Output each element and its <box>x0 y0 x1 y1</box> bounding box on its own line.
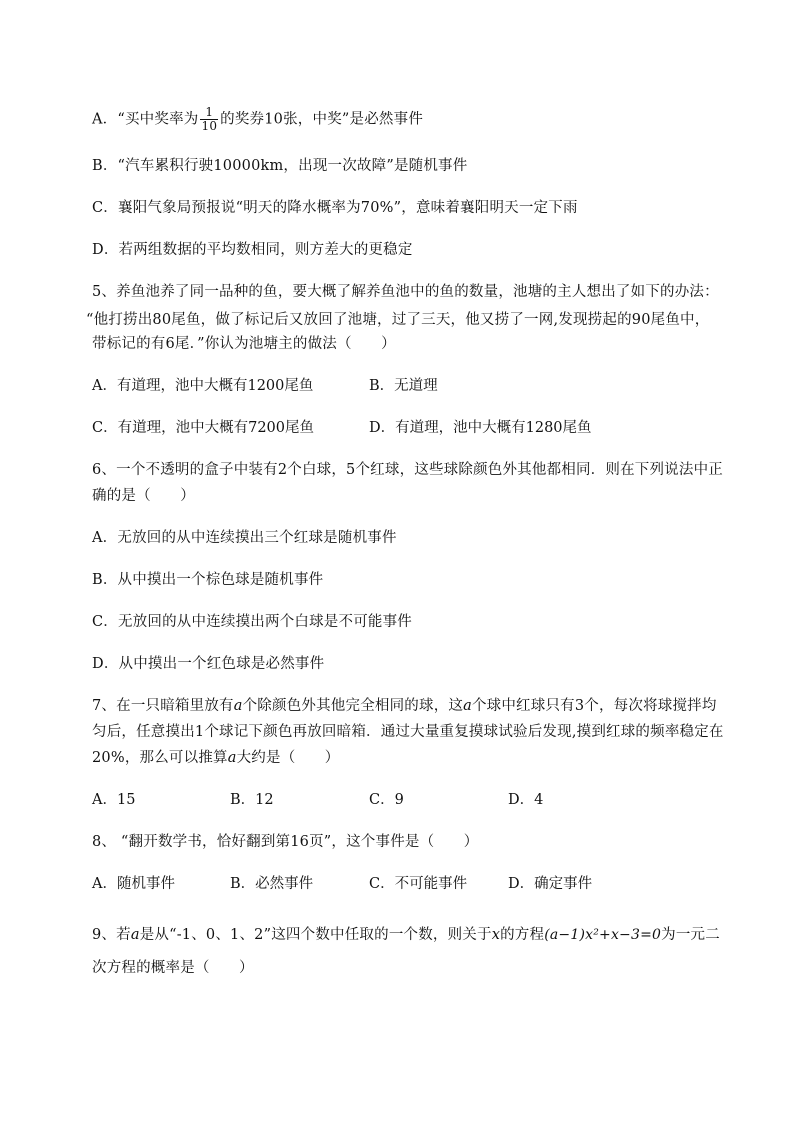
q5-stem-line-2: “他打捞出80尾鱼，做了标记后又放回了池塘，过了三天，他又捞了一网,发现捞起的90尾鱼中， <box>86 312 710 328</box>
q7-option-d: D．4 <box>508 792 544 808</box>
q9-stem-line-1 <box>92 925 720 945</box>
q9-stem-line-2: 次方程的概率是（ ） <box>92 960 254 976</box>
q5-stem-line-1: 5、养鱼池养了同一品种的鱼，要大概了解养鱼池中的鱼的数量，池塘的主人想出了如下的办法： <box>92 284 719 300</box>
q4-option-b: B．“汽车累积行驶10000km，出现一次故障”是随机事件 <box>92 158 468 174</box>
q6-option-a: A．无放回的从中连续摸出三个红球是随机事件 <box>92 530 397 546</box>
q7-text-2: 个除颜色外其他完全相同的球，这 <box>242 698 464 714</box>
q7-text-5: 大约是（ ） <box>236 750 340 766</box>
q6-option-b: B．从中摸出一个棕色球是随机事件 <box>92 572 324 588</box>
q9-text-3: 的方程 <box>500 927 545 943</box>
q8-option-c: C．不可能事件 <box>369 876 468 892</box>
fraction-1-10 <box>200 106 218 133</box>
q8-option-a: A．随机事件 <box>92 876 175 892</box>
fraction-denominator: 10 <box>201 119 218 133</box>
q8-option-b: B．必然事件 <box>230 876 314 892</box>
q4-option-c: C．襄阳气象局预报说“明天的降水概率为70%”，意味着襄阳明天一定下雨 <box>92 200 578 216</box>
variable-a: a <box>130 927 140 943</box>
q7-text-3: 个球中红球只有3个，每次将球搅拌均 <box>471 698 717 714</box>
q9-text-1: 9、若 <box>92 927 131 943</box>
q8-stem: 8、 “翻开数学书，恰好翻到第16页”，这个事件是（ ） <box>92 834 479 850</box>
q8-option-d: D．确定事件 <box>508 876 593 892</box>
q6-option-d: D．从中摸出一个红色球是必然事件 <box>92 656 325 672</box>
q5-option-c: C．有道理，池中大概有7200尾鱼 <box>92 420 314 436</box>
q4-option-d: D．若两组数据的平均数相同，则方差大的更稳定 <box>92 242 413 258</box>
q4-option-a-text-pre: A．“买中奖率为 <box>92 111 199 128</box>
variable-x: x <box>491 927 501 943</box>
q7-option-c: C．9 <box>369 792 404 808</box>
q7-text-4: 20%，那么可以推算 <box>92 750 228 766</box>
q5-stem-line-3: 带标记的有6尾．”你认为池塘主的做法（ ） <box>92 336 396 352</box>
variable-a: a <box>233 698 243 714</box>
q7-option-a: A．15 <box>92 792 136 808</box>
q7-stem-line-1 <box>92 696 717 716</box>
q5-option-b: B．无道理 <box>369 378 438 394</box>
q5-option-d: D．有道理，池中大概有1280尾鱼 <box>369 420 592 436</box>
fraction-numerator: 1 <box>200 106 218 120</box>
q4-option-a <box>92 106 423 133</box>
quadratic-equation: (a−1)x²+x−3=0 <box>544 927 662 943</box>
q7-option-b: B．12 <box>230 792 274 808</box>
q6-stem-line-1: 6、一个不透明的盒子中装有2个白球，5个红球，这些球除颜色外其他都相同．则在下列说法中正 <box>92 462 723 478</box>
q9-text-2: 是从“-1、0、1、2”这四个数中任取的一个数，则关于 <box>139 927 492 943</box>
q7-stem-line-2: 匀后，任意摸出1个球记下颜色再放回暗箱．通过大量重复摸球试验后发现,摸到红球的频率稳定在 <box>92 724 724 740</box>
q6-option-c: C．无放回的从中连续摸出两个白球是不可能事件 <box>92 614 412 630</box>
q9-text-4: 为一元二 <box>661 927 720 943</box>
variable-a: a <box>227 750 237 766</box>
q5-option-a: A．有道理，池中大概有1200尾鱼 <box>92 378 314 394</box>
variable-a: a <box>463 698 472 714</box>
q7-stem-line-3 <box>92 748 340 768</box>
q7-text-1: 7、在一只暗箱里放有 <box>92 698 234 714</box>
q4-option-a-text-post: 的奖券10张，中奖”是必然事件 <box>220 111 424 128</box>
q6-stem-line-2: 确的是（ ） <box>92 488 195 504</box>
